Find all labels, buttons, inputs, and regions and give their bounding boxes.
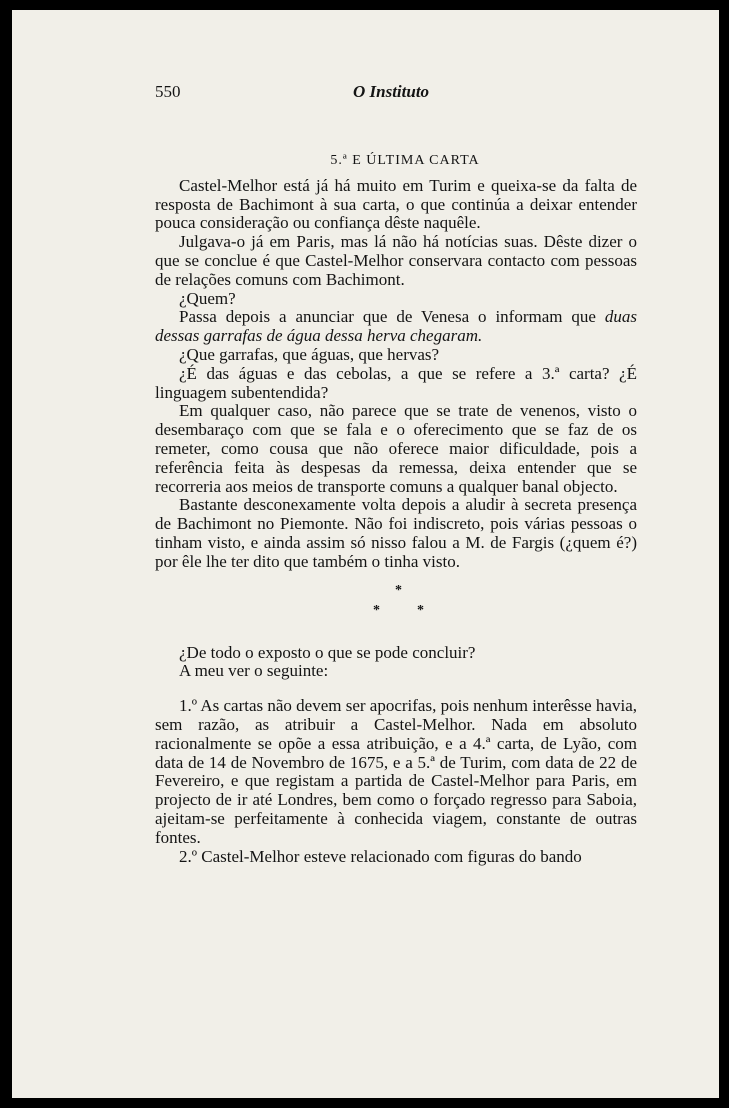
question-line: ¿De todo o exposto o que se pode concluir?: [179, 642, 476, 662]
numbered-point: 1.º As cartas não devem ser apocrifas, pois nenhum interêsse havia, sem razão, as atribuir a Castel-Melhor. Nada em absoluto racionalmente se opõe a essa atribuição, e a 4.ª carta, de Lyão, com data de 14 de Novembro de 1675, e a 5.ª de Turim, com data de 22 de Fevereiro, e que registam a partida de Castel-Melhor para Paris, em projecto de ir até Londres, bem como o forçado regresso para Saboia, ajeitam-se perfeitamente à conhecida viagem, constante de outras fontes.: [155, 696, 637, 847]
paragraph: ¿É das águas e das cebolas, a que se refere a 3.ª carta? ¿É linguagem subentendida?: [155, 363, 637, 402]
section-title: 5.ª E ÚLTIMA CARTA: [330, 153, 480, 168]
book-page: [12, 10, 719, 1098]
page-header: [155, 83, 637, 105]
answer-intro: A meu ver o seguinte:: [179, 661, 329, 681]
paragraph: [155, 308, 637, 346]
paragraph-text: Passa depois a anunciar que de Venesa o informam que: [179, 307, 605, 327]
page-number: 550: [155, 82, 181, 101]
separator-star: *: [417, 602, 424, 618]
page-content: [155, 83, 637, 866]
separator-star: *: [395, 582, 402, 598]
paragraph: ¿Quem?: [179, 288, 236, 308]
paragraph: Castel-Melhor está já há muito em Turim e queixa-se da falta de resposta de Bachimont à sua carta, o que continúa a deixar entender pouca consideração ou confiança dêste naquêle.: [155, 175, 637, 233]
paragraph: Bastante desconexamente volta depois a aludir à secreta presença de Bachimont no Piemonte. Não foi indiscreto, pois várias pessoas o tinham visto, e ainda assim só nisso falou a M. de Fargis (¿quem é?) por êle lhe ter dito que também o tinha visto.: [155, 495, 637, 571]
paragraph: Em qualquer caso, não parece que se trate de venenos, visto o desembaraço com que se fala e o oferecimento que se faz de os remeter, como cousa que não oferece maior dificuldade, pois a referência feita às despesas da remessa, deixa entender que se recorreria aos meios de transporte comuns a qualquer banal objecto.: [155, 401, 637, 496]
running-title: O Instituto: [353, 82, 430, 101]
italic-quote: duas dessas garrafas de água dessa herva chegaram.: [155, 307, 637, 346]
paragraph: ¿Que garrafas, que águas, que hervas?: [179, 344, 440, 364]
separator-star: *: [373, 602, 380, 618]
numbered-point: 2.º Castel-Melhor esteve relacionado com figuras do bando: [179, 846, 582, 866]
section-separator: [155, 578, 637, 622]
paragraph: Julgava-o já em Paris, mas lá não há notícias suas. Dêste dizer o que se conclue é que Castel-Melhor conservara contacto com pessoas de relações comuns com Bachimont.: [155, 232, 637, 289]
